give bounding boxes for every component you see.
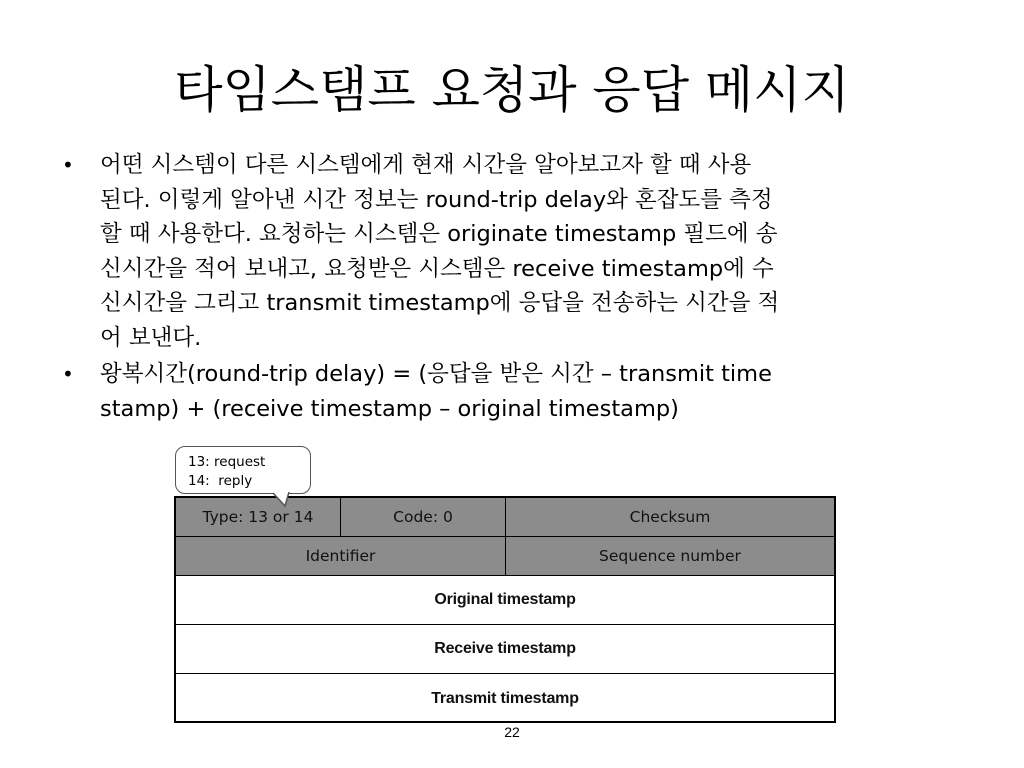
callout-tail [273, 492, 293, 508]
receive-timestamp-row [176, 625, 834, 674]
code-field: Code: 0 [341, 498, 506, 536]
bullet-item-description [60, 148, 960, 355]
packet-id-row [176, 537, 834, 576]
bullet-1-line-4: 신시간을 적어 보내고, 요청받은 시스템은 receive timestamp에 수 [100, 255, 774, 282]
timestamp-message-format [174, 496, 836, 723]
page-number: 22 [504, 724, 520, 740]
bullet-item-round-trip [60, 357, 960, 426]
checksum-field: Checksum [629, 508, 711, 526]
bullet-marker: • [62, 362, 74, 386]
original-timestamp-field: Original timestamp [434, 591, 576, 608]
transmit-timestamp-row [176, 674, 834, 723]
bullet-1-line-2: 된다. 이렇게 알아낸 시간 정보는 round-trip delay와 혼잡도를 측정 [100, 186, 773, 213]
callout-line-reply: 14: reply [188, 473, 253, 489]
bullet-1-line-5: 신시간을 그리고 transmit timestamp에 응답을 전송하는 시간을 적 [100, 290, 780, 316]
bullet-2-line-1: 왕복시간(round-trip delay) = (응답을 받은 시간 – transmit time [100, 361, 772, 387]
bullet-2-line-2: stamp) + (receive timestamp – original timestamp) [100, 395, 679, 422]
bullet-1-line-3: 할 때 사용한다. 요청하는 시스템은 originate timestamp 필드에 송 [100, 221, 778, 247]
bullet-1-line-6: 어 보낸다. [100, 324, 202, 351]
type-callout [175, 446, 311, 494]
bullet-list [60, 148, 960, 428]
sequence-number-field: Sequence number [599, 547, 741, 565]
identifier-field: Identifier [176, 537, 506, 575]
type-field: Type: 13 or 14 [176, 498, 341, 536]
transmit-timestamp-field: Transmit timestamp [431, 689, 579, 707]
bullet-marker: • [62, 153, 74, 177]
original-timestamp-row [176, 576, 834, 625]
receive-timestamp-field: Receive timestamp [434, 640, 576, 657]
slide-title: 타임스탬프 요청과 응답 메시지 [174, 61, 850, 119]
bullet-1-line-1: 어떤 시스템이 다른 시스템에게 현재 시간을 알아보고자 할 때 사용 [100, 152, 752, 178]
callout-line-request: 13: request [188, 454, 266, 470]
